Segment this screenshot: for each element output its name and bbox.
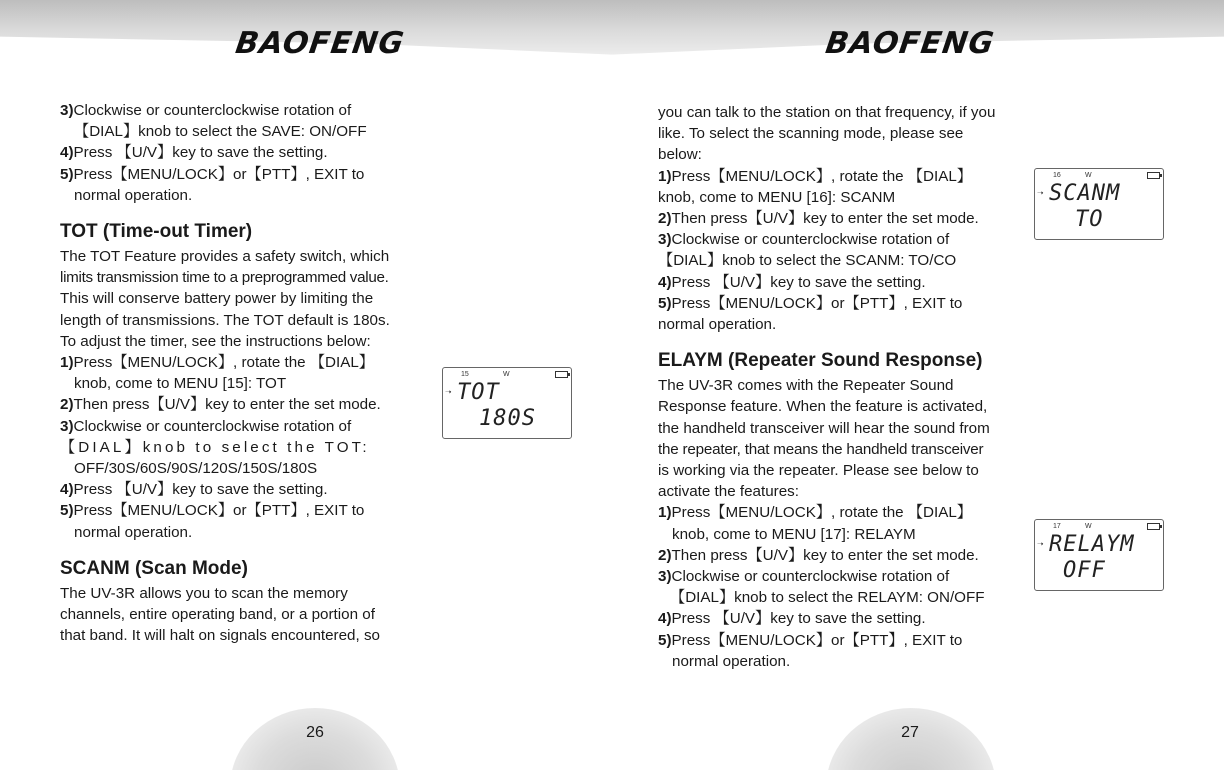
step-number: 3) [658, 231, 672, 249]
arrow-icon: ➝ [445, 386, 452, 399]
step-text: Press 【U/V】key to save the setting. [73, 481, 328, 499]
lcd-mode-indicator: W [1085, 172, 1092, 179]
step-text: 【DIAL】knob to select the TOT: [60, 438, 370, 456]
step-number: 4) [658, 610, 672, 628]
step-text: normal operation. [672, 652, 791, 670]
step-number: 3) [60, 102, 74, 119]
section-heading-elaym: ELAYM (Repeater Sound Response) [658, 350, 983, 372]
step-number: 4) [60, 481, 74, 499]
step-number: 5) [658, 294, 672, 312]
step-number: 1) [658, 167, 672, 185]
step-text: Clockwise or counterclockwise rotation of [73, 417, 352, 435]
lcd-line-2: OFF [1063, 558, 1106, 583]
step-text: 【DIAL】knob to select the SAVE: ON/OFF [74, 123, 367, 141]
step-text: Clockwise or counterclockwise rotation of [671, 231, 950, 249]
arrow-icon: ➝ [1037, 538, 1044, 551]
lcd-menu-number: 15 [461, 371, 469, 378]
step-text: Press【MENU/LOCK】or【PTT】, EXIT to [73, 502, 365, 520]
lcd-line-1: RELAYM [1049, 532, 1135, 557]
step-text: Press 【U/V】key to save the setting. [73, 144, 328, 162]
step-number: 4) [60, 144, 74, 162]
step-text: Press【MENU/LOCK】, rotate the 【DIAL】 [671, 167, 972, 185]
step-text: knob, come to MENU [15]: TOT [74, 375, 287, 393]
step-text: Then press【U/V】key to enter the set mode. [671, 210, 979, 228]
brand-logo: BAOFENG [823, 26, 997, 61]
page-number: 26 [306, 724, 324, 741]
paragraph-line: is working via the repeater. Please see below to [658, 462, 979, 480]
step-text: Press【MENU/LOCK】or【PTT】, EXIT to [671, 631, 963, 649]
lcd-menu-number: 16 [1053, 172, 1061, 179]
step-text: knob, come to MENU [16]: SCANM [658, 188, 896, 206]
brand-logo: BAOFENG [233, 26, 407, 61]
step-text: Press【MENU/LOCK】, rotate the 【DIAL】 [73, 354, 374, 372]
step-text: 【DIAL】knob to select the SCANM: TO/CO [658, 252, 957, 270]
step-text: Press【MENU/LOCK】or【PTT】, EXIT to [671, 294, 963, 312]
step-text: Clockwise or counterclockwise rotation of [671, 568, 950, 586]
step-number: 2) [658, 210, 672, 228]
lcd-mode-indicator: W [1085, 523, 1092, 530]
page-right [612, 0, 1224, 770]
step-number: 5) [658, 631, 672, 649]
step-number: 2) [658, 546, 672, 564]
step-number: 1) [658, 504, 672, 522]
paragraph-line: The UV-3R allows you to scan the memory [60, 584, 348, 602]
step-text: Clockwise or counterclockwise rotation of [73, 102, 352, 119]
step-text: normal operation. [74, 523, 193, 541]
step-text: knob, come to MENU [17]: RELAYM [672, 525, 916, 543]
paragraph-line: The TOT Feature provides a safety switch, which [60, 248, 390, 266]
paragraph-line: Response feature. When the feature is activated, [658, 398, 988, 416]
paragraph-line: you can talk to the station on that frequency, if you [658, 104, 996, 121]
paragraph-line: that band. It will halt on signals encountered, so [60, 627, 380, 645]
right-content [658, 102, 1004, 672]
battery-icon [1147, 523, 1160, 530]
step-text: Press 【U/V】key to save the setting. [671, 610, 926, 628]
step-number: 3) [658, 568, 672, 586]
paragraph-line: To adjust the timer, see the instructions below: [60, 332, 371, 350]
step-text: Press【MENU/LOCK】, rotate the 【DIAL】 [671, 504, 972, 522]
paragraph-line: length of transmissions. The TOT default is 180s. [60, 311, 390, 329]
paragraph-line: The UV-3R comes with the Repeater Sound [658, 377, 954, 395]
lcd-menu-number: 17 [1053, 523, 1061, 530]
paragraph-line: like. To select the scanning mode, please see [658, 125, 964, 143]
lcd-line-2: 180S [479, 406, 536, 431]
paragraph-line: activate the features: [658, 483, 799, 501]
step-number: 1) [60, 354, 74, 372]
lcd-line-1: SCANM [1049, 181, 1121, 206]
step-number: 5) [60, 165, 74, 183]
paragraph-line: This will conserve battery power by limiting the [60, 290, 374, 308]
step-text: Press 【U/V】key to save the setting. [671, 273, 926, 291]
arrow-icon: ➝ [1037, 187, 1044, 200]
step-text: normal operation. [74, 186, 193, 204]
step-text: Press【MENU/LOCK】or【PTT】, EXIT to [73, 165, 365, 183]
paragraph-line: below: [658, 146, 702, 164]
step-text: 【DIAL】knob to select the RELAYM: ON/OFF [670, 589, 985, 607]
page-number: 27 [901, 724, 919, 741]
step-number: 2) [60, 396, 74, 414]
paragraph-line: the repeater, that means the handheld transceiver [658, 440, 984, 458]
step-text: Then press【U/V】key to enter the set mode. [671, 546, 979, 564]
lcd-display-scanm [1034, 168, 1164, 240]
step-number: 3) [60, 417, 74, 435]
lcd-display-tot [442, 367, 572, 439]
paragraph-line: the handheld transceiver will hear the sound from [658, 419, 990, 437]
paragraph-line: limits transmission time to a preprogrammed value. [60, 269, 389, 287]
section-heading-tot: TOT (Time-out Timer) [60, 221, 253, 243]
battery-icon [1147, 172, 1160, 179]
left-content [60, 100, 406, 646]
step-number: 5) [60, 502, 74, 520]
lcd-mode-indicator: W [503, 371, 510, 378]
paragraph-line: channels, entire operating band, or a portion of [60, 606, 375, 624]
battery-icon [555, 371, 568, 378]
lcd-display-relaym [1034, 519, 1164, 591]
lcd-line-1: TOT [457, 380, 500, 405]
step-text: OFF/30S/60S/90S/120S/150S/180S [74, 460, 318, 478]
step-text: Then press【U/V】key to enter the set mode. [73, 396, 381, 414]
step-number: 4) [658, 273, 672, 291]
step-text: normal operation. [658, 316, 777, 334]
section-heading-scanm: SCANM (Scan Mode) [60, 557, 248, 579]
lcd-line-2: TO [1075, 207, 1104, 232]
